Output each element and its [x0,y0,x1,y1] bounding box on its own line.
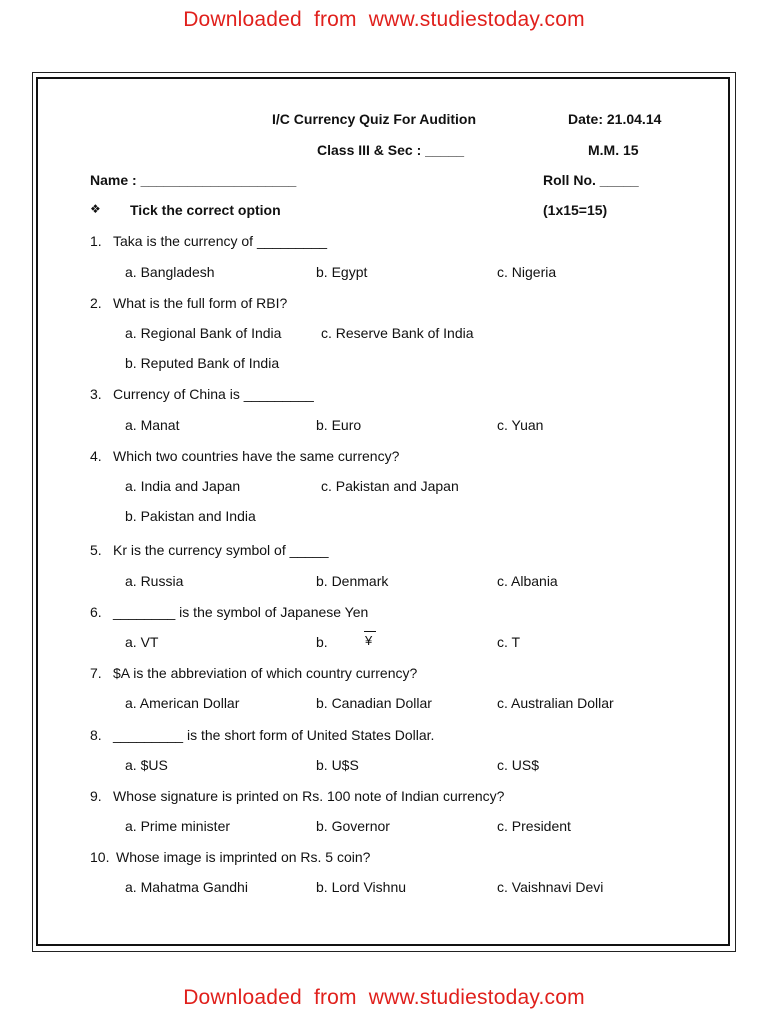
question-number: 4. [90,448,102,464]
banner-word-from: from [313,986,357,1009]
watermark-banner-bottom [0,986,768,1010]
question-text: Which two countries have the same currency? [113,448,400,464]
question-text: Taka is the currency of _________ [113,233,328,249]
instruction-text: Tick the correct option [130,202,281,218]
option-a: a. Prime minister [125,818,231,834]
watermark-banner-top [0,8,768,32]
option-a: a. Manat [125,417,180,433]
option-c: c. T [497,634,521,650]
option-b: b. Lord Vishnu [316,879,407,895]
question-number: 9. [90,788,102,804]
option-b: b. Reputed Bank of India [125,355,280,371]
question-number: 7. [90,665,102,681]
banner-word-downloaded: Downloaded [183,8,302,31]
option-a: a. India and Japan [125,478,241,494]
option-c: c. Nigeria [497,264,557,280]
option-b: b. Egypt [316,264,368,280]
class-section-field: Class III & Sec : _____ [317,142,465,158]
banner-site: www.studiestoday.com [368,8,585,31]
option-a: a. Russia [125,573,184,589]
banner-word-downloaded: Downloaded [183,986,302,1009]
question-number: 10. [90,849,110,865]
quiz-title: I/C Currency Quiz For Audition [272,111,477,127]
question-number: 8. [90,727,102,743]
question-number: 5. [90,542,102,558]
option-a: a. Mahatma Gandhi [125,879,248,895]
name-field: Name : ____________________ [90,172,297,188]
option-a: a. Bangladesh [125,264,215,280]
option-b: b. Denmark [316,573,389,589]
option-c: c. US$ [497,757,540,773]
quiz-date: Date: 21.04.14 [568,111,662,127]
question-text: Whose signature is printed on Rs. 100 note of Indian currency? [113,788,505,804]
question-text: Kr is the currency symbol of _____ [113,542,329,558]
option-b: b. Governor [316,818,390,834]
option-c: c. Pakistan and Japan [321,478,459,494]
option-b: b. U$S [316,757,359,773]
option-b: b. Pakistan and India [125,508,256,524]
option-b: b. Euro [316,417,362,433]
yen-symbol-icon: ¥ [365,633,373,648]
option-c: c. Reserve Bank of India [321,325,474,341]
question-number: 3. [90,386,102,402]
question-number: 2. [90,295,102,311]
question-number: 1. [90,233,102,249]
question-text: Whose image is imprinted on Rs. 5 coin? [116,849,371,865]
max-marks: M.M. 15 [588,142,639,158]
banner-site: www.studiestoday.com [368,986,585,1009]
option-a: a. VT [125,634,159,650]
question-text: $A is the abbreviation of which country currency? [113,665,418,681]
banner-word-from: from [313,8,357,31]
question-number: 6. [90,604,102,620]
question-text: _________ is the short form of United States Dollar. [113,727,435,743]
option-c: c. President [497,818,571,834]
option-a: a. $US [125,757,168,773]
option-c: c. Vaishnavi Devi [497,879,604,895]
option-c: c. Australian Dollar [497,695,614,711]
diamond-bullet-icon: ❖ [90,202,101,216]
option-a: a. Regional Bank of India [125,325,282,341]
roll-number-field: Roll No. _____ [543,172,639,188]
question-text: Currency of China is _________ [113,386,314,402]
option-c: c. Albania [497,573,558,589]
question-text: ________ is the symbol of Japanese Yen [113,604,369,620]
option-b: b. [316,634,328,650]
option-b: b. Canadian Dollar [316,695,432,711]
question-text: What is the full form of RBI? [113,295,288,311]
option-a: a. American Dollar [125,695,240,711]
option-c: c. Yuan [497,417,544,433]
marks-scheme: (1x15=15) [543,202,608,218]
yen-overline [364,631,376,632]
